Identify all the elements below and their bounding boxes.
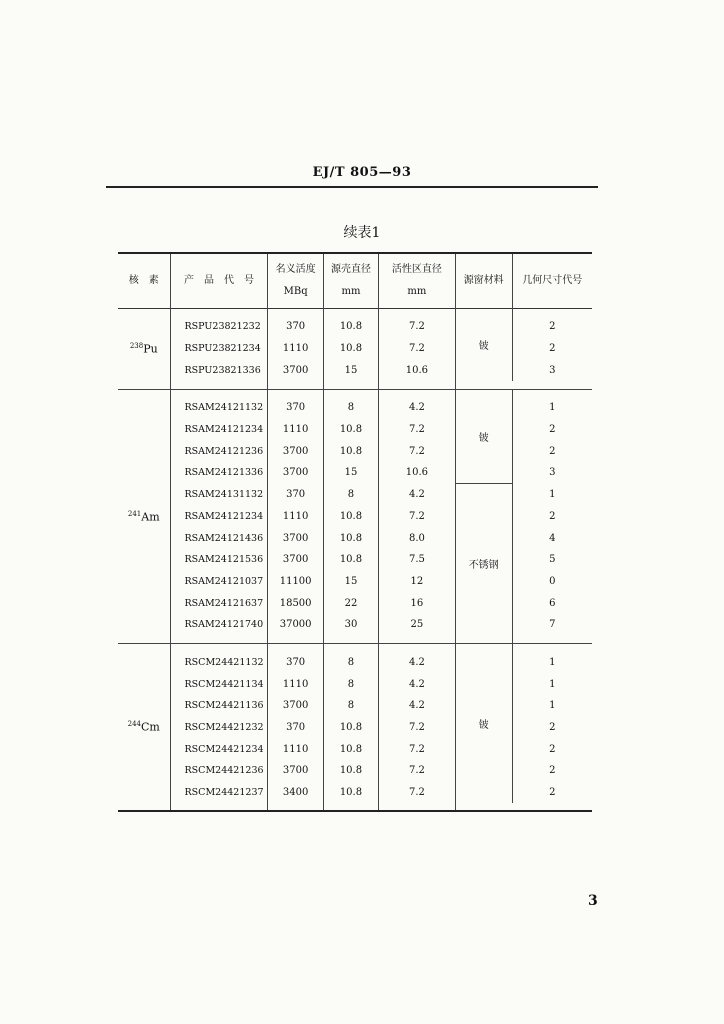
active-diameter-value: 16 (379, 592, 456, 614)
spacer-cell (379, 803, 456, 811)
source-spec-table (118, 252, 592, 812)
group-pu (118, 308, 592, 389)
spacer-cell (170, 644, 268, 652)
nuclide-mass: 238 (129, 341, 144, 350)
spacer-cell (268, 381, 323, 389)
geometry-code-value: 2 (512, 738, 592, 760)
table-row (118, 652, 592, 674)
geometry-code-value: 2 (512, 717, 592, 739)
shell-diameter-value: 10.8 (323, 527, 378, 549)
spacer-cell (268, 644, 323, 652)
spacer-cell (323, 308, 378, 316)
spacer-cell (379, 644, 456, 652)
table-row (118, 462, 592, 484)
geometry-code-value: 2 (512, 316, 592, 338)
col-activity-unit: MBq (283, 285, 308, 297)
geometry-code-value: 2 (512, 440, 592, 462)
shell-diameter-value: 10.8 (323, 419, 378, 441)
col-active-label: 活性区直径 (391, 263, 442, 275)
product-code: RSCM24421134 (170, 673, 268, 695)
activity-value: 370 (268, 397, 323, 419)
active-diameter-value: 7.2 (379, 316, 456, 338)
geometry-code-value: 1 (512, 484, 592, 506)
table-row (118, 316, 592, 338)
page-number: 3 (588, 893, 598, 909)
active-diameter-value: 12 (379, 571, 456, 593)
activity-value: 1110 (268, 506, 323, 528)
table-row (118, 738, 592, 760)
shell-diameter-value: 22 (323, 592, 378, 614)
geometry-code-value: 2 (512, 760, 592, 782)
nuclide-symbol: Pu (143, 342, 158, 356)
geometry-code-value: 3 (512, 359, 592, 381)
activity-value: 370 (268, 484, 323, 506)
spacer-cell (268, 308, 323, 316)
col-activity-label: 名义活度 (275, 263, 316, 275)
col-active-unit: mm (407, 285, 427, 297)
shell-diameter-value: 10.8 (323, 717, 378, 739)
geometry-code-value: 5 (512, 549, 592, 571)
table-row (118, 782, 592, 804)
spacer-cell (323, 803, 378, 811)
group-cm (118, 644, 592, 812)
shell-diameter-value: 10.8 (323, 738, 378, 760)
active-diameter-value: 7.5 (379, 549, 456, 571)
nuclide-mass: 244 (127, 720, 142, 729)
spacer-cell (170, 381, 268, 389)
active-diameter-value: 4.2 (379, 397, 456, 419)
activity-value: 3400 (268, 782, 323, 804)
active-diameter-value: 8.0 (379, 527, 456, 549)
spacer-cell (268, 636, 323, 644)
shell-diameter-value: 10.8 (323, 506, 378, 528)
col-nuclide: 核 素 (128, 274, 159, 286)
geometry-code-value: 3 (512, 462, 592, 484)
geometry-code-value: 6 (512, 592, 592, 614)
nuclide-cell (118, 644, 170, 812)
activity-value: 37000 (268, 614, 323, 636)
spacer-cell (268, 389, 323, 397)
geometry-code-value: 0 (512, 571, 592, 593)
table-row (118, 527, 592, 549)
product-code: RSCM24421232 (170, 717, 268, 739)
table-row (118, 484, 592, 506)
geometry-code-value: 1 (512, 673, 592, 695)
active-diameter-value: 10.6 (379, 462, 456, 484)
table-row (118, 673, 592, 695)
table-row (118, 549, 592, 571)
product-code: RSPU23821336 (170, 359, 268, 381)
active-diameter-value: 10.6 (379, 359, 456, 381)
shell-diameter-value: 10.8 (323, 440, 378, 462)
table-row (118, 419, 592, 441)
table-row (118, 506, 592, 528)
product-code: RSAM24121132 (170, 397, 268, 419)
geometry-code-value: 2 (512, 338, 592, 360)
spacer-cell (268, 803, 323, 811)
spacer-cell (512, 308, 592, 316)
activity-value: 370 (268, 316, 323, 338)
activity-value: 3700 (268, 695, 323, 717)
product-code: RSCM24421237 (170, 782, 268, 804)
spacer-cell (512, 636, 592, 644)
activity-value: 1110 (268, 338, 323, 360)
nuclide-cell (118, 389, 170, 644)
spacer-cell (379, 389, 456, 397)
spacer-cell (379, 636, 456, 644)
active-diameter-value: 7.2 (379, 760, 456, 782)
activity-value: 18500 (268, 592, 323, 614)
nuclide-symbol: Am (141, 510, 160, 524)
table-row (118, 359, 592, 381)
shell-diameter-value: 10.8 (323, 549, 378, 571)
window-material-cell: 铍 (455, 308, 512, 381)
activity-value: 3700 (268, 359, 323, 381)
product-code: RSAM24121234 (170, 506, 268, 528)
spacer-cell (323, 644, 378, 652)
product-code: RSAM24121234 (170, 419, 268, 441)
geometry-code-value: 4 (512, 527, 592, 549)
group-am (118, 389, 592, 644)
activity-value: 3700 (268, 462, 323, 484)
table-row (118, 571, 592, 593)
activity-value: 370 (268, 652, 323, 674)
table-row (118, 614, 592, 636)
product-code: RSAM24131132 (170, 484, 268, 506)
active-diameter-value: 7.2 (379, 717, 456, 739)
table-row (118, 695, 592, 717)
active-diameter-value: 25 (379, 614, 456, 636)
shell-diameter-value: 10.8 (323, 338, 378, 360)
active-diameter-value: 4.2 (379, 695, 456, 717)
shell-diameter-value: 15 (323, 359, 378, 381)
col-shell-diameter (323, 253, 378, 308)
geometry-code-value: 2 (512, 506, 592, 528)
spacer-cell (379, 381, 456, 389)
col-geometry-code: 几何尺寸代号 (512, 253, 592, 308)
col-active-diameter (379, 253, 456, 308)
active-diameter-value: 4.2 (379, 652, 456, 674)
geometry-code-value: 1 (512, 397, 592, 419)
product-code: RSAM24121037 (170, 571, 268, 593)
active-diameter-value: 4.2 (379, 673, 456, 695)
spacer-cell (323, 389, 378, 397)
spacer-cell (455, 803, 512, 811)
header-rule (106, 186, 598, 188)
product-code: RSAM24121336 (170, 462, 268, 484)
window-material-cell: 铍 (455, 389, 512, 484)
col-window-material: 源窗材料 (455, 253, 512, 308)
shell-diameter-value: 8 (323, 484, 378, 506)
table-header (118, 253, 592, 308)
active-diameter-value: 7.2 (379, 440, 456, 462)
activity-value: 1110 (268, 738, 323, 760)
shell-diameter-value: 10.8 (323, 316, 378, 338)
geometry-code-value: 2 (512, 782, 592, 804)
product-code: RSPU23821234 (170, 338, 268, 360)
document-code: EJ/T 805—93 (312, 165, 412, 180)
shell-diameter-value: 8 (323, 673, 378, 695)
table-row (118, 760, 592, 782)
spacer-cell (455, 381, 512, 389)
product-code: RSCM24421234 (170, 738, 268, 760)
spacer-cell (379, 308, 456, 316)
shell-diameter-value: 8 (323, 695, 378, 717)
active-diameter-value: 7.2 (379, 338, 456, 360)
product-code: RSPU23821232 (170, 316, 268, 338)
shell-diameter-value: 10.8 (323, 782, 378, 804)
shell-diameter-value: 10.8 (323, 760, 378, 782)
geometry-code-value: 1 (512, 652, 592, 674)
table-caption: 续表1 (343, 225, 381, 241)
product-code: RSCM24421132 (170, 652, 268, 674)
table-row (118, 440, 592, 462)
shell-diameter-value: 15 (323, 462, 378, 484)
spacer-cell (512, 389, 592, 397)
col-shell-unit: mm (341, 285, 361, 297)
active-diameter-value: 7.2 (379, 782, 456, 804)
window-material-cell: 铍 (455, 644, 512, 804)
col-shell-label: 源壳直径 (330, 263, 371, 275)
spacer-cell (170, 803, 268, 811)
activity-value: 3700 (268, 527, 323, 549)
activity-value: 1110 (268, 673, 323, 695)
col-product-code: 产 品 代 号 (170, 253, 268, 308)
active-diameter-value: 7.2 (379, 738, 456, 760)
window-material-cell: 不锈钢 (455, 484, 512, 644)
product-code: RSAM24121436 (170, 527, 268, 549)
spacer-cell (170, 308, 268, 316)
activity-value: 11100 (268, 571, 323, 593)
shell-diameter-value: 8 (323, 652, 378, 674)
shell-diameter-value: 15 (323, 571, 378, 593)
product-code: RSCM24421236 (170, 760, 268, 782)
geometry-code-value: 2 (512, 419, 592, 441)
nuclide-mass: 241 (127, 509, 142, 518)
spacer-cell (512, 644, 592, 652)
table-row (118, 338, 592, 360)
product-code: RSAM24121740 (170, 614, 268, 636)
active-diameter-value: 4.2 (379, 484, 456, 506)
shell-diameter-value: 30 (323, 614, 378, 636)
shell-diameter-value: 8 (323, 397, 378, 419)
product-code: RSAM24121236 (170, 440, 268, 462)
activity-value: 3700 (268, 440, 323, 462)
product-code: RSAM24121536 (170, 549, 268, 571)
spacer-cell (323, 381, 378, 389)
spacer-cell (323, 636, 378, 644)
activity-value: 370 (268, 717, 323, 739)
geometry-code-value: 7 (512, 614, 592, 636)
activity-value: 3700 (268, 549, 323, 571)
active-diameter-value: 7.2 (379, 506, 456, 528)
product-code: RSCM24421136 (170, 695, 268, 717)
geometry-code-value: 1 (512, 695, 592, 717)
nuclide-cell (118, 308, 170, 389)
table-row (118, 397, 592, 419)
table-row (118, 592, 592, 614)
active-diameter-value: 7.2 (379, 419, 456, 441)
table-row (118, 717, 592, 739)
activity-value: 1110 (268, 419, 323, 441)
spacer-cell (170, 636, 268, 644)
col-activity (268, 253, 323, 308)
activity-value: 3700 (268, 760, 323, 782)
spacer-cell (170, 389, 268, 397)
nuclide-symbol: Cm (141, 721, 160, 735)
product-code: RSAM24121637 (170, 592, 268, 614)
